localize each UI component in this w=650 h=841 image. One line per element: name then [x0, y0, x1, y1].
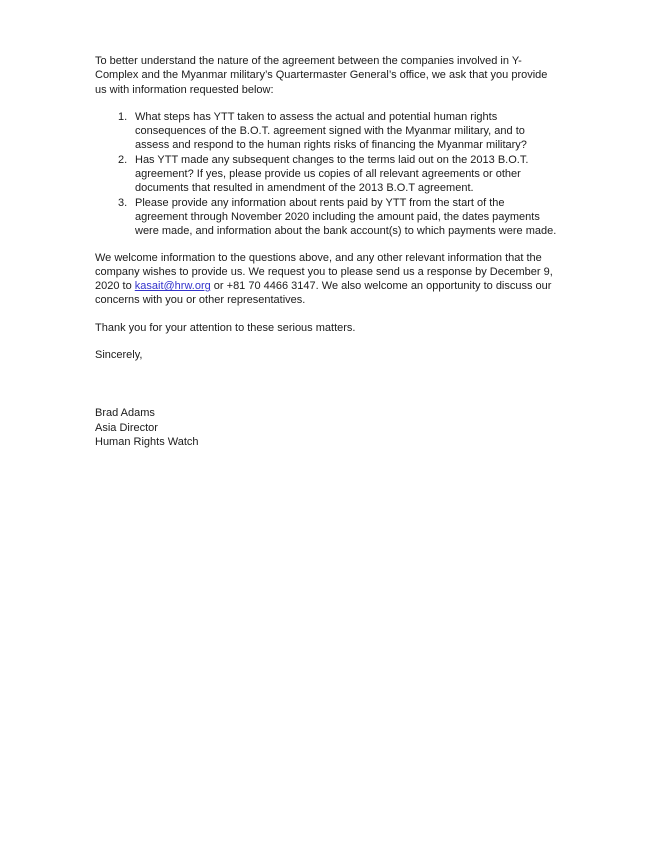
response-text-after: or +81 70 4466 3147. We also welcome an opportunity to discuss our concerns with you or other representatives.: [95, 280, 552, 307]
response-paragraph: [95, 251, 557, 308]
intro-paragraph: To better understand the nature of the agreement between the companies involved in Y-Complex and the Myanmar military’s Quartermaster General’s office, we ask that you provide us with information requested below:: [95, 55, 548, 96]
list-item-number: 2.: [118, 153, 128, 166]
list-item-text: Please provide any information about rents paid by YTT from the start of the agreement through November 2020 including the amount paid, the dates payments were made, and information about the bank account(s) to which payments were made.: [135, 196, 557, 238]
email-link[interactable]: kasait@hrw.org: [134, 280, 211, 293]
response-text-before: We welcome information to the questions above, and any other relevant information that the company wishes to provide us. We request you to please send us a response by December 9, 2020 to: [95, 251, 553, 293]
list-item-text: Has YTT made any subsequent changes to the terms laid out on the 2013 B.O.T. agreement? If yes, please provide us copies of all relevant agreements or other documents that resulted in amendment of the 2013 B.O.T agreement.: [135, 153, 529, 195]
list-item: [95, 196, 557, 239]
list-item-number: 1.: [118, 110, 128, 123]
signature-block: [95, 406, 557, 449]
numbered-list: [95, 110, 557, 239]
signature-organization: Human Rights Watch: [95, 435, 199, 448]
list-item: [95, 110, 557, 153]
list-item-number: 3.: [118, 196, 128, 209]
signature-title: Asia Director: [95, 421, 158, 434]
thanks-paragraph: Thank you for your attention to these serious matters.: [95, 321, 356, 334]
signoff: Sincerely,: [95, 349, 143, 362]
list-item: [95, 153, 557, 196]
list-item-text: What steps has YTT taken to assess the actual and potential human rights consequences of the B.O.T. agreement signed with the Myanmar military, and to assess and respond to the human rights risks of financing the Myanmar military?: [135, 110, 527, 152]
letter-body: [95, 54, 557, 449]
signature-name: Brad Adams: [95, 407, 155, 420]
